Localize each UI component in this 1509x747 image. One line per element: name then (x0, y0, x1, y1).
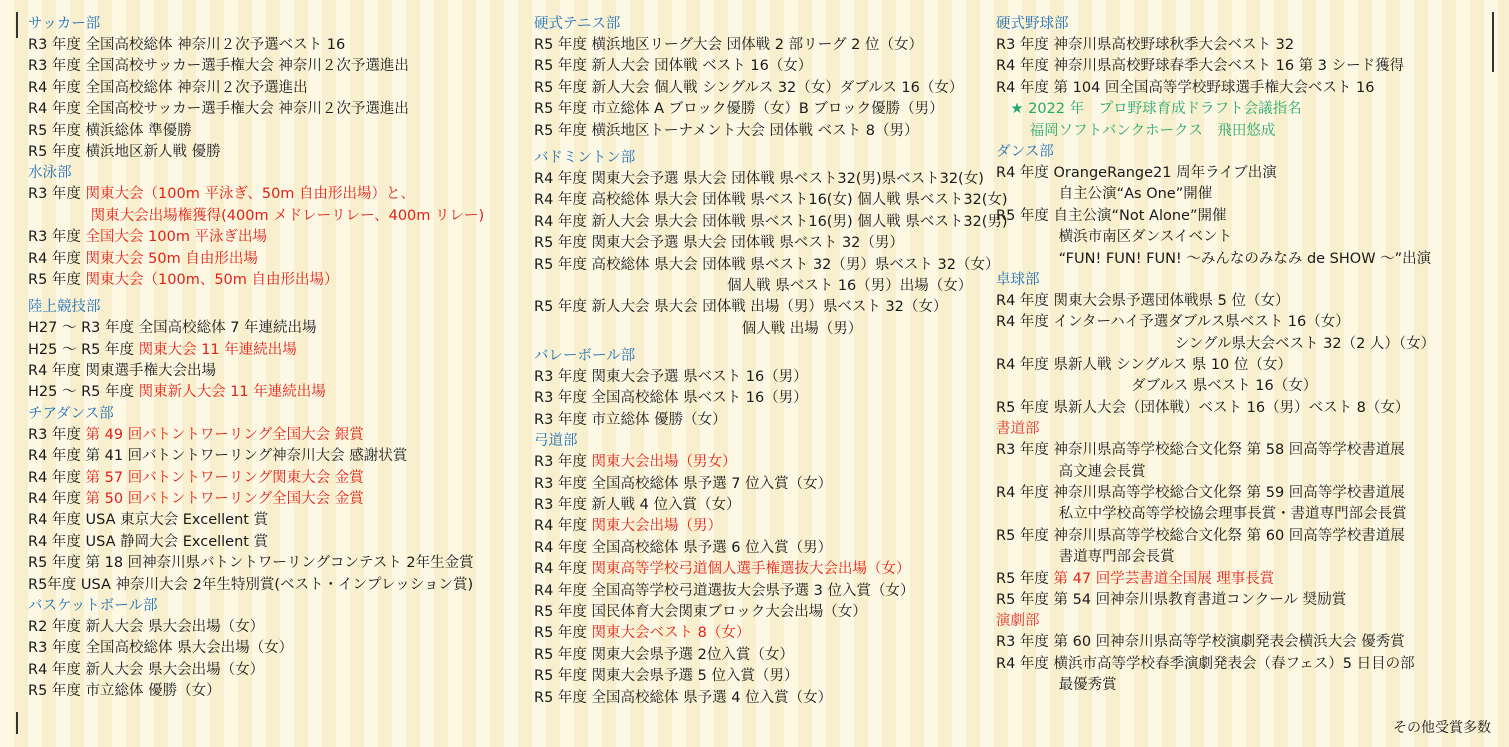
highlight-text: 福岡ソフトバンクホークス 飛田悠成 (996, 122, 1276, 139)
line-text: R5 年度 全国高校総体 県予選 4 位入賞（女） (534, 689, 833, 706)
achievement-line (996, 440, 1435, 461)
achievement-line (28, 35, 484, 56)
achievement-line (996, 291, 1435, 312)
line-text: R3 年度 新人戦 4 位入賞（女） (534, 497, 741, 514)
line-text: R3 年度 (28, 186, 86, 203)
line-text: R3 年度 全国高校総体 神奈川２次予選ベスト 16 (28, 37, 346, 53)
club-title: 水泳部 (28, 165, 72, 182)
line-text: R5 年度 自主公演“Not Alone”開催 (996, 207, 1227, 224)
line-text: R4 年度 高校総体 県大会 団体戦 県ベスト16(女) 個人戦 県ベスト32(女) (534, 192, 1008, 209)
achievement-line (534, 538, 1008, 559)
line-text: R4 年度 USA 静岡大会 Excellent 賞 (28, 533, 269, 550)
club-section (28, 297, 484, 404)
achievement-line (534, 559, 1008, 580)
achievement-line (534, 452, 1008, 473)
club-title: 卓球部 (996, 271, 1040, 288)
club-title: チアダンス部 (28, 405, 114, 422)
achievement-line (996, 206, 1435, 227)
line-text: R3 年度 第 60 回神奈川県高等学校演劇発表会横浜大会 優秀賞 (996, 634, 1405, 651)
achievement-line (28, 318, 484, 339)
line-text: R4 年度 神奈川県高等学校総合文化祭 第 59 回高等学校書道展 (996, 485, 1405, 502)
highlight-text: 関東大会（100m、50m 自由形出場） (85, 271, 339, 288)
line-text: H25 ～ R5 年度 (28, 384, 139, 401)
achievement-line (996, 504, 1435, 525)
line-text: R5 年度 市立総体 A ブロック優勝（女）B ブロック優勝（男） (534, 101, 944, 118)
line-text: R3 年度 全国高校総体 県ベスト 16（男） (534, 390, 808, 407)
achievement-line (996, 56, 1435, 77)
club-section (996, 142, 1435, 270)
achievement-line (28, 510, 484, 531)
line-text: R4 年度 OrangeRange21 周年ライブ出演 (996, 164, 1277, 181)
line-text: R5 年度 (996, 570, 1054, 587)
achievement-line (534, 516, 1008, 537)
line-text: R5 年度 県新人大会（団体戦）ベスト 16（男）ベスト 8（女） (996, 399, 1410, 416)
column-middle (534, 14, 1008, 709)
achievement-line (534, 581, 1008, 602)
achievement-line (996, 632, 1435, 653)
highlight-text: 第 57 回バトントワーリング関東大会 金賞 (85, 469, 364, 486)
line-text: R3 年度 全国高校総体 県大会出場（女） (28, 640, 294, 657)
highlight-text: 関東大会出場（男） (591, 518, 723, 535)
highlight-text: 第 50 回バトントワーリング全国大会 金賞 (85, 491, 364, 508)
achievement-line (534, 78, 1008, 99)
club-title: バレーボール部 (534, 348, 636, 365)
achievement-line (534, 255, 1008, 276)
line-text: R4 年度 USA 東京大会 Excellent 賞 (28, 512, 269, 529)
achievement-line (28, 489, 484, 510)
achievement-line (534, 410, 1008, 431)
highlight-text: 関東新人大会 11 年連続出場 (138, 384, 326, 401)
line-text: R4 年度 全国高校サッカー選手権大会 神奈川２次予選進出 (28, 101, 409, 118)
line-text: R4 年度 第 41 回バトントワーリング神奈川大会 感謝状賞 (28, 448, 408, 465)
achievement-line (28, 425, 484, 446)
line-text: R4 年度 (28, 469, 86, 486)
line-text: R5 年度 市立総体 優勝（女） (28, 683, 221, 700)
line-text: R5 年度 新人大会 団体戦 ベスト 16（女） (534, 58, 813, 75)
line-text: R3 年度 神奈川県高等学校総合文化祭 第 58 回高等学校書道展 (996, 442, 1405, 459)
line-text: R3 年度 (28, 426, 86, 443)
line-text: 最優秀賞 (996, 677, 1117, 694)
achievement-line (996, 227, 1435, 248)
achievement-line (28, 184, 484, 205)
line-text: R3 年度 (534, 454, 592, 471)
club-section (996, 270, 1435, 419)
achievement-line (534, 495, 1008, 516)
achievement-line (28, 382, 484, 403)
line-text: R5 年度 横浜地区新人戦 優勝 (28, 143, 221, 160)
achievement-line (28, 249, 484, 270)
line-text: R5 年度 高校総体 県大会 団体戦 県ベスト 32（男）県ベスト 32（女） (534, 256, 1000, 273)
club-section (28, 163, 484, 297)
club-title: 硬式野球部 (996, 16, 1069, 32)
achievement-line (28, 56, 484, 77)
highlight-text: 関東大会出場（男女） (591, 454, 737, 471)
line-text: R4 年度 インターハイ予選ダブルス県ベスト 16（女） (996, 314, 1350, 331)
highlight-text: 関東高等学校弓道個人選手権選抜大会出場（女） (591, 561, 911, 578)
highlight-text: 第 47 回学芸書道全国展 理事長賞 (1053, 570, 1275, 587)
line-text: 個人戦 県ベスト 16（男）出場（女） (534, 277, 973, 294)
club-section (996, 419, 1435, 611)
achievement-line (28, 468, 484, 489)
line-text: R3 年度 全国高校サッカー選手権大会 神奈川２次予選進出 (28, 58, 409, 75)
achievement-line (996, 355, 1435, 376)
line-text: R4 年度 横浜市高等学校春季演劇発表会（春フェス）5 日目の部 (996, 655, 1415, 672)
achievement-line (28, 227, 484, 248)
achievement-line (996, 184, 1435, 205)
achievement-line (996, 590, 1435, 611)
achievement-line (534, 121, 1008, 142)
line-text: 高文連会長賞 (996, 463, 1146, 480)
achievement-line (28, 121, 484, 142)
achievement-line (534, 169, 1008, 190)
achievement-line (534, 297, 1008, 318)
line-text: R5 年度 関東大会予選 県大会 団体戦 県ベスト 32（男） (534, 235, 904, 252)
achievement-line (28, 638, 484, 659)
line-text: R4 年度 (28, 250, 86, 267)
line-text: R5 年度 (28, 271, 86, 288)
line-text: R4 年度 全国高校総体 神奈川２次予選進出 (28, 79, 308, 96)
line-text: R3 年度 全国高校総体 県予選 7 位入賞（女） (534, 475, 833, 492)
line-text: R4 年度 (534, 561, 592, 578)
line-text: R2 年度 新人大会 県大会出場（女） (28, 618, 265, 635)
achievement-line (28, 660, 484, 681)
achievement-line (996, 249, 1435, 270)
line-text: R3 年度 関東大会予選 県ベスト 16（男） (534, 369, 808, 386)
achievement-line (534, 190, 1008, 211)
achievement-line (996, 526, 1435, 547)
line-text: R4 年度 関東大会県予選団体戦県 5 位（女） (996, 292, 1290, 309)
line-text: R5 年度 国民体育大会関東ブロック大会出場（女） (534, 603, 867, 620)
line-text: R3 年度 神奈川県高校野球秋季大会ベスト 32 (996, 37, 1295, 53)
achievement-line (996, 163, 1435, 184)
highlight-text: 第 49 回バトントワーリング全国大会 銀賞 (85, 426, 364, 443)
line-text: R5 年度 第 18 回神奈川県バトントワーリングコンテスト 2年生金賞 (28, 555, 474, 572)
achievement-line (534, 645, 1008, 666)
line-text: 個人戦 出場（男） (534, 320, 863, 337)
achievement-line (28, 532, 484, 553)
line-text: R5 年度 横浜地区トーナメント大会 団体戦 ベスト 8（男） (534, 122, 919, 139)
line-text: R4 年度 (28, 491, 86, 508)
line-text: R5 年度 関東大会県予選 2位入賞（女） (534, 646, 794, 663)
achievement-line (28, 270, 484, 291)
line-text: R5 年度 第 54 回神奈川県教育書道コンクール 奨励賞 (996, 591, 1347, 608)
line-text: R4 年度 神奈川県高校野球春季大会ベスト 16 第 3 シード獲得 (996, 58, 1405, 75)
highlight-text: ★ 2022 年 プロ野球育成ドラフト会議指名 (996, 101, 1302, 118)
line-text: R4 年度 新人大会 県大会出場（女） (28, 661, 265, 678)
club-title: 弓道部 (534, 433, 578, 450)
achievement-line (534, 319, 1008, 340)
highlight-text: 関東大会（100m 平泳ぎ、50m 自由形出場）と、 (85, 186, 416, 203)
highlight-text: 全国大会 100m 平泳ぎ出場 (85, 229, 268, 246)
achievement-line (996, 334, 1435, 355)
footer-note: その他受賞多数 (1393, 720, 1491, 736)
club-title: 陸上競技部 (28, 299, 101, 316)
club-section (28, 404, 484, 596)
line-text: シングル県大会ベスト 32（2 人）（女） (996, 335, 1436, 352)
line-text: R5 年度 新人大会 個人戦 シングルス 32（女）ダブルス 16（女） (534, 79, 964, 96)
line-text: R3 年度 市立総体 優勝（女） (534, 411, 727, 428)
club-section (534, 14, 1008, 148)
achievement-line (28, 99, 484, 120)
achievement-line (534, 367, 1008, 388)
achievement-line (996, 547, 1435, 568)
line-text: R5 年度 横浜総体 準優勝 (28, 122, 192, 139)
achievement-line (996, 99, 1435, 120)
frame-corner-bottom-left (16, 712, 18, 734)
club-title: 書道部 (996, 421, 1040, 438)
achievement-line (996, 312, 1435, 333)
achievement-line (996, 398, 1435, 419)
line-text: R5年度 USA 神奈川大会 2年生特別賞(ベスト・インプレッション賞) (28, 576, 474, 593)
line-text (28, 208, 91, 224)
achievement-line (534, 233, 1008, 254)
achievement-line (28, 78, 484, 99)
achievement-line (534, 474, 1008, 495)
line-text: R3 年度 (28, 229, 86, 246)
achievement-line (28, 361, 484, 382)
column-left (28, 14, 484, 703)
line-text: R4 年度 (534, 518, 592, 535)
line-text: R5 年度 横浜地区リーグ大会 団体戦 2 部リーグ 2 位（女） (534, 37, 924, 53)
club-title: バスケットボール部 (28, 597, 158, 614)
club-section (996, 611, 1435, 696)
line-text: R4 年度 関東大会予選 県大会 団体戦 県ベスト32(男)県ベスト32(女) (534, 170, 984, 187)
achievement-line (534, 666, 1008, 687)
line-text: H27 ～ R3 年度 全国高校総体 7 年連続出場 (28, 320, 317, 337)
achievement-line (534, 388, 1008, 409)
achievement-line (534, 56, 1008, 77)
line-text: 横浜市南区ダンスイベント (996, 229, 1233, 246)
club-section (534, 148, 1008, 346)
achievement-line (996, 569, 1435, 590)
achievement-line (534, 99, 1008, 120)
achievement-line (534, 35, 1008, 56)
achievement-line (534, 276, 1008, 297)
achievement-line (996, 78, 1435, 99)
line-text: R5 年度 神奈川県高等学校総合文化祭 第 60 回高等学校書道展 (996, 527, 1405, 544)
line-text: 私立中学校高等学校協会理事長賞・書道専門部会長賞 (996, 506, 1407, 523)
achievement-line (28, 575, 484, 596)
highlight-text: 関東大会 11 年連続出場 (138, 341, 297, 358)
line-text: 自主公演“As One”開催 (996, 186, 1213, 203)
achievement-line (996, 121, 1435, 142)
achievement-line (996, 35, 1435, 56)
line-text: R4 年度 第 104 回全国高等学校野球選手権大会ベスト 16 (996, 79, 1375, 96)
achievement-line (996, 675, 1435, 696)
achievement-line (534, 688, 1008, 709)
club-title: ダンス部 (996, 143, 1054, 160)
line-text: R5 年度 新人大会 県大会 団体戦 出場（男）県ベスト 32（女） (534, 299, 948, 316)
club-title: 演劇部 (996, 613, 1040, 630)
achievement-line (28, 206, 484, 227)
achievement-line (996, 462, 1435, 483)
achievement-line (534, 602, 1008, 623)
line-text: R4 年度 県新人戦 シングルス 県 10 位（女） (996, 357, 1292, 374)
achievement-line (28, 340, 484, 361)
achievement-line (996, 654, 1435, 675)
achievement-line (534, 212, 1008, 233)
highlight-text: 関東大会出場権獲得(400m メドレーリレー、400m リレー) (90, 207, 485, 224)
club-section (534, 346, 1008, 431)
line-text: H25 ～ R5 年度 (28, 341, 139, 358)
frame-corner-top-left (16, 12, 18, 38)
line-text: R4 年度 関東選手権大会出場 (28, 363, 217, 380)
club-section (28, 596, 484, 703)
achievement-line (28, 617, 484, 638)
line-text: “FUN! FUN! FUN! ～みんなのみなみ de SHOW ～”出演 (996, 250, 1432, 267)
achievement-line (28, 142, 484, 163)
column-right (996, 14, 1435, 697)
line-text: R5 年度 (534, 625, 592, 642)
highlight-text: 関東大会 50m 自由形出場 (85, 250, 258, 267)
line-text: R4 年度 全国高等学校弓道選抜大会県予選 3 位入賞（女） (534, 582, 915, 599)
club-title: 硬式テニス部 (534, 16, 621, 32)
club-section (996, 14, 1435, 142)
achievement-line (534, 623, 1008, 644)
line-text: R4 年度 全国高校総体 県予選 6 位入賞（男） (534, 539, 833, 556)
achievement-line (28, 681, 484, 702)
club-section (28, 14, 484, 163)
achievement-line (996, 483, 1435, 504)
highlight-text: 関東大会ベスト 8（女） (591, 625, 751, 642)
line-text: R4 年度 新人大会 県大会 団体戦 県ベスト16(男) 個人戦 県ベスト32(男) (534, 213, 1008, 230)
club-title: サッカー部 (28, 16, 101, 32)
club-title: バドミントン部 (534, 149, 636, 166)
line-text: 書道専門部会長賞 (996, 549, 1175, 566)
achievement-line (996, 376, 1435, 397)
line-text: ダブルス 県ベスト 16（女） (996, 378, 1318, 395)
club-section (534, 431, 1008, 709)
achievement-line (28, 446, 484, 467)
achievement-line (28, 553, 484, 574)
line-text: R5 年度 関東大会県予選 5 位入賞（男） (534, 668, 799, 685)
frame-corner-top-right (1492, 12, 1494, 72)
